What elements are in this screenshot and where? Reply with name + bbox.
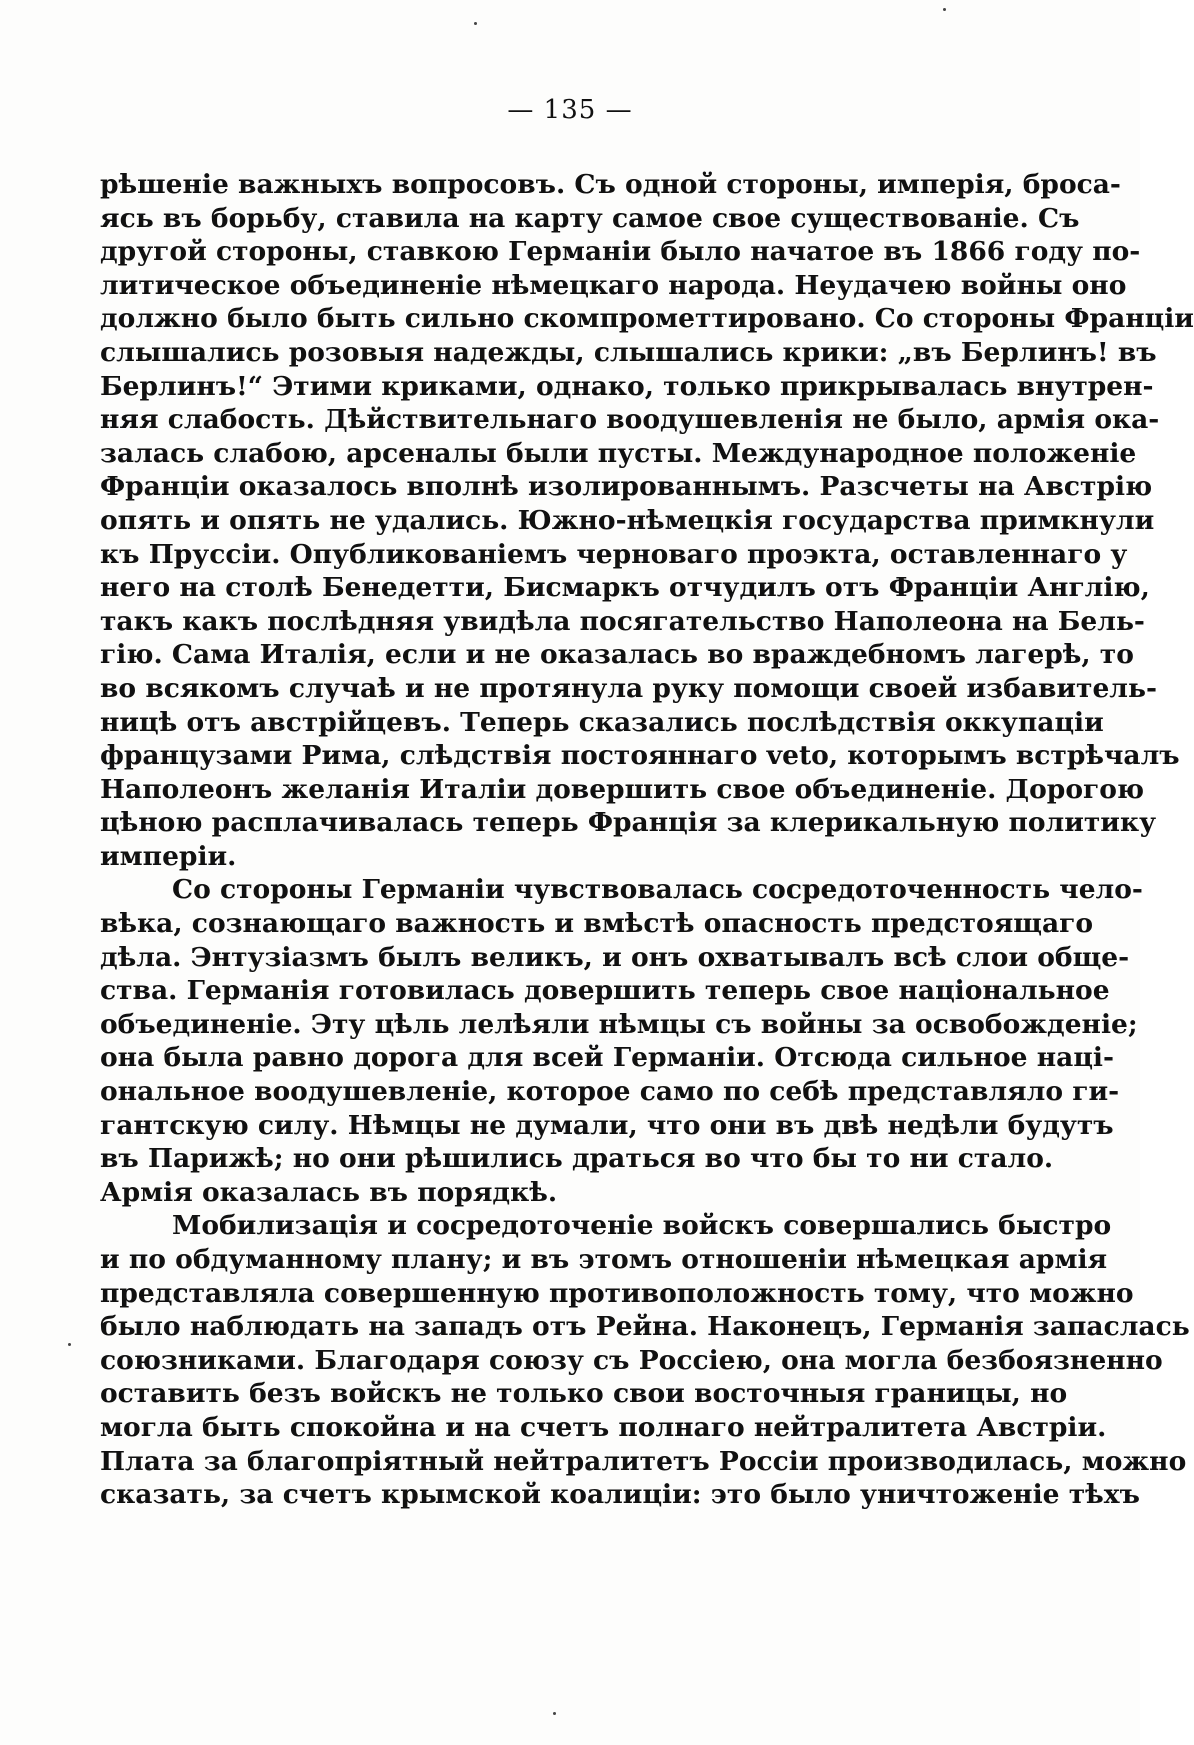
- scan-speck: [68, 1343, 71, 1346]
- text-line: опять и опять не удались. Южно-нѣмецкія государства примкнули: [100, 504, 1155, 536]
- text-line: Берлинъ!“ Этими криками, однако, только прикрывалась внутрен-: [100, 370, 1154, 402]
- text-line: рѣшеніе важныхъ вопросовъ. Съ одной стороны, имперія, броса-: [100, 169, 1121, 200]
- text-line: должно было быть сильно скомпрометтировано. Со стороны Франціи: [100, 303, 1194, 335]
- text-line: Мобилизація и сосредоточеніе войскъ совершались быстро: [172, 1210, 1112, 1242]
- text-line: слышались розовыя надежды, слышались крики: „въ Берлинъ! въ: [100, 336, 1157, 368]
- text-line: и по обдуманному плану; и въ этомъ отношеніи нѣмецкая армія: [100, 1244, 1108, 1275]
- text-line: Армія оказалась въ порядкѣ.: [100, 1176, 558, 1208]
- page-number: — 135 —: [507, 95, 633, 125]
- text-line: было наблюдать на западъ отъ Рейна. Наконецъ, Германія запаслась: [100, 1311, 1190, 1343]
- text-line: ства. Германія готовилась довершить теперь свое національное: [100, 975, 1110, 1007]
- text-line: гію. Сама Италія, если и не оказалась во враждебномъ лагерѣ, то: [100, 639, 1134, 671]
- text-line: представляла совершенную противоположность тому, что можно: [100, 1277, 1134, 1309]
- text-line: къ Пруссіи. Опубликованіемъ черноваго проэкта, оставленнаго у: [100, 538, 1128, 570]
- text-line: могла быть спокойна и на счетъ полнаго нейтралитета Австріи.: [100, 1411, 1107, 1443]
- text-line: другой стороны, ставкою Германіи было начатое въ 1866 году по-: [100, 236, 1141, 268]
- text-line: гантскую силу. Нѣмцы не думали, что они въ двѣ недѣли будутъ: [100, 1109, 1114, 1141]
- text-line: него на столѣ Бенедетти, Бисмаркъ отчудилъ отъ Франціи Англію,: [100, 572, 1150, 604]
- text-line: дѣла. Энтузіазмъ былъ великъ, и онъ охватывалъ всѣ слои обще-: [100, 941, 1130, 973]
- text-line: ясь въ борьбу, ставила на карту самое свое существованіе. Съ: [100, 202, 1080, 234]
- text-line: ональное воодушевленіе, которое само по себѣ представляло ги-: [100, 1076, 1120, 1108]
- text-line: ницѣ отъ австрійцевъ. Теперь сказались послѣдствія оккупаціи: [100, 706, 1104, 738]
- text-line: французами Рима, слѣдствія постояннаго veto, которымъ встрѣчалъ: [100, 740, 1180, 772]
- text-line: она была равно дорога для всей Германіи. Отсюда сильное наці-: [100, 1042, 1114, 1074]
- text-line: въ Парижѣ; но они рѣшились драться во что бы то ни стало.: [100, 1143, 1054, 1175]
- text-line: такъ какъ послѣдняя увидѣла посягательство Наполеона на Бель-: [100, 605, 1145, 637]
- text-line: оставить безъ войскъ не только свои восточныя границы, но: [100, 1378, 1068, 1410]
- text-line: вѣка, сознающаго важность и вмѣстѣ опасность предстоящаго: [100, 908, 1094, 940]
- text-line: литическое объединеніе нѣмецкаго народа. Неудачею войны оно: [100, 269, 1127, 301]
- scan-speck: [553, 1712, 556, 1715]
- scan-speck: [474, 22, 477, 25]
- text-line: цѣною расплачивалась теперь Франція за клерикальную политику: [100, 807, 1157, 839]
- text-line: во всякомъ случаѣ и не протянула руку помощи своей избавитель-: [100, 672, 1157, 704]
- body-text: [100, 168, 1194, 1512]
- text-line: няя слабость. Дѣйствительнаго воодушевленія не было, армія ока-: [100, 404, 1160, 436]
- text-line: Наполеонъ желанія Италіи довершить свое объединеніе. Дорогою: [100, 773, 1145, 805]
- text-line: имперіи.: [100, 840, 237, 872]
- text-line: объединеніе. Эту цѣль лелѣяли нѣмцы съ войны за освобожденіе;: [100, 1008, 1138, 1040]
- text-line: Со стороны Германіи чувствовалась сосредоточенность чело-: [172, 874, 1143, 906]
- text-line: Плата за благопріятный нейтралитетъ Россіи производилась, можно: [100, 1445, 1187, 1477]
- text-line: союзниками. Благодаря союзу съ Россіею, она могла безбоязненно: [100, 1344, 1163, 1376]
- text-line: залась слабою, арсеналы были пусты. Международное положеніе: [100, 437, 1137, 469]
- scan-speck: [943, 8, 946, 11]
- text-line: сказать, за счетъ крымской коалиціи: это было уничтоженіе тѣхъ: [100, 1479, 1140, 1511]
- text-line: Франціи оказалось вполнѣ изолированнымъ. Разсчеты на Австрію: [100, 471, 1153, 503]
